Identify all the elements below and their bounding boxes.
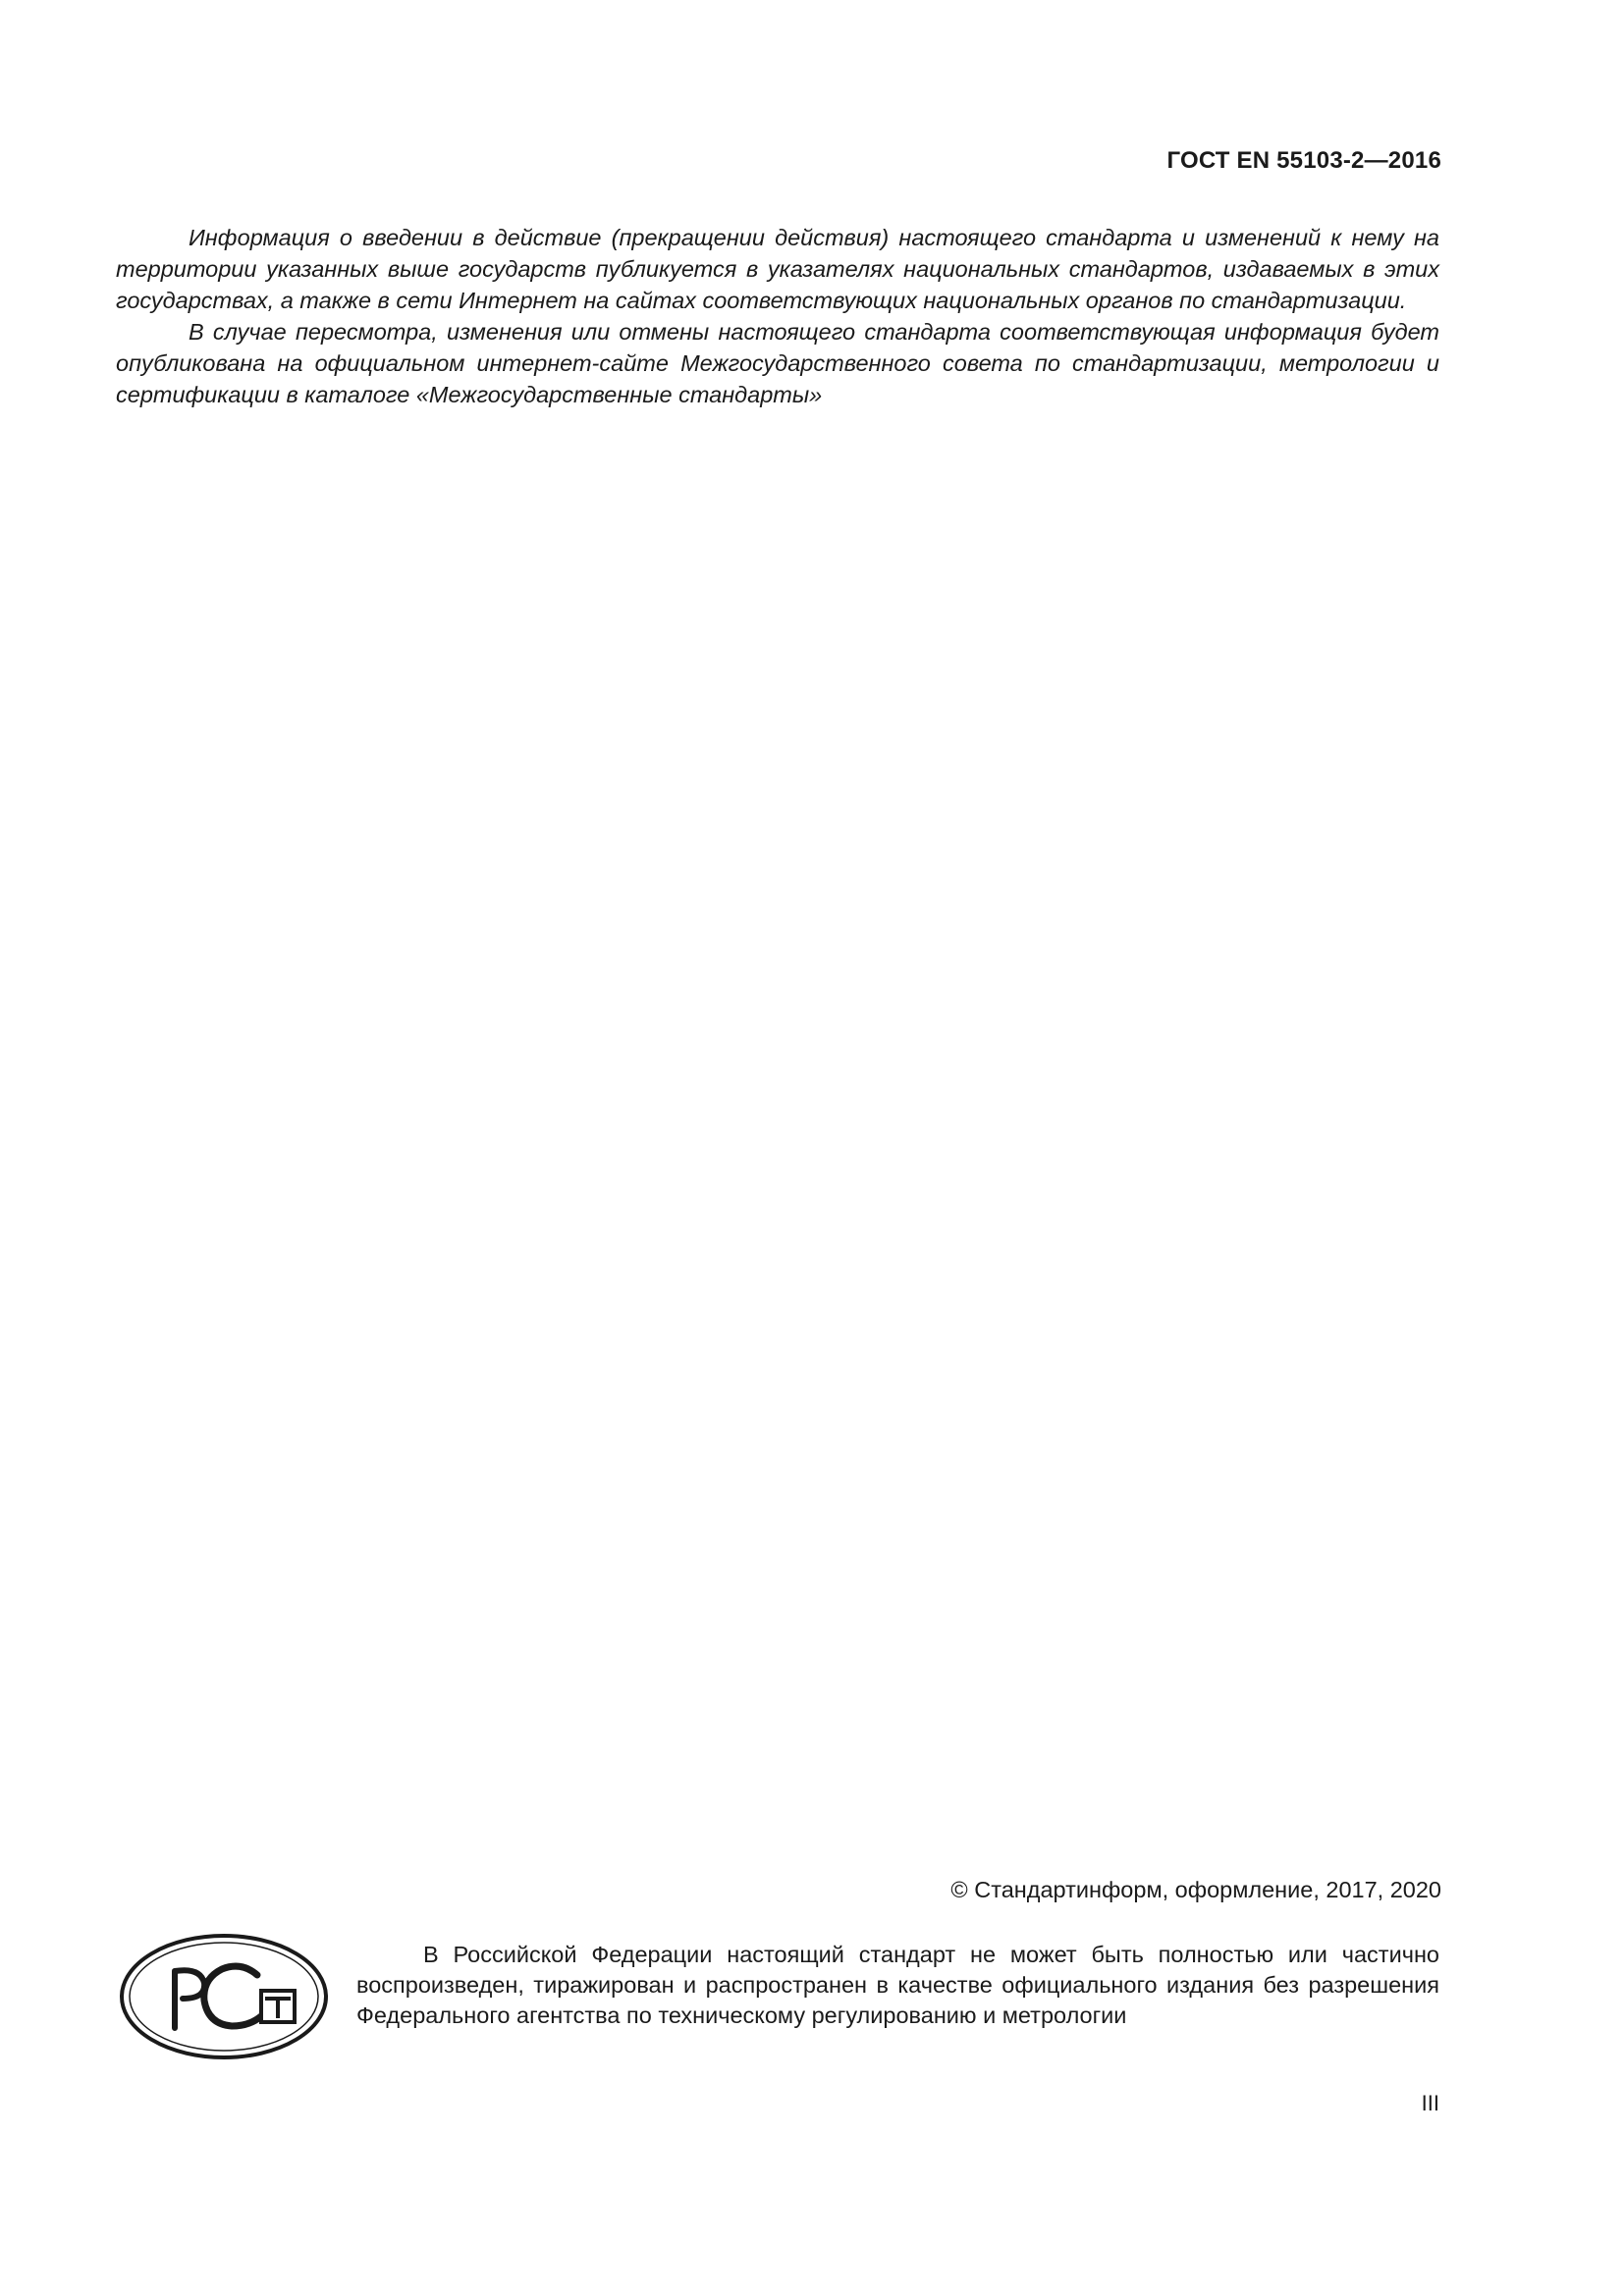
paragraph-info-introduction: Информация о введении в действие (прекращении действия) настоящего стандарта и изменений к нему на территории указанных выше государств публикуется в указателях национальных стандартов, издаваемых в этих государствах, а также в сети Интернет на сайтах соответствующих национальных органов по стандартизации. [116,225,1439,313]
page-number: III [1421,2091,1439,2115]
gost-r-certification-mark-icon [118,1932,330,2061]
reproduction-notice: В Российской Федерации настоящий стандарт не может быть полностью или частично воспроизведен, тиражирован и распространен в качестве официального издания без разрешения Федерального агентства по техническому регулированию и метрологии [356,1942,1439,2028]
copyright-line: © Стандартинформ, оформление, 2017, 2020 [950,1877,1441,1902]
body-text [116,222,1439,410]
paragraph-revision-notice: В случае пересмотра, изменения или отмены настоящего стандарта соответствующая информация будет опубликована на официальном интернет-сайте Межгосударственного совета по стандартизации, метрологии и сертификации в каталоге «Межгосударственные стандарты» [116,319,1439,407]
document-code-header: ГОСТ EN 55103-2—2016 [1166,147,1441,174]
